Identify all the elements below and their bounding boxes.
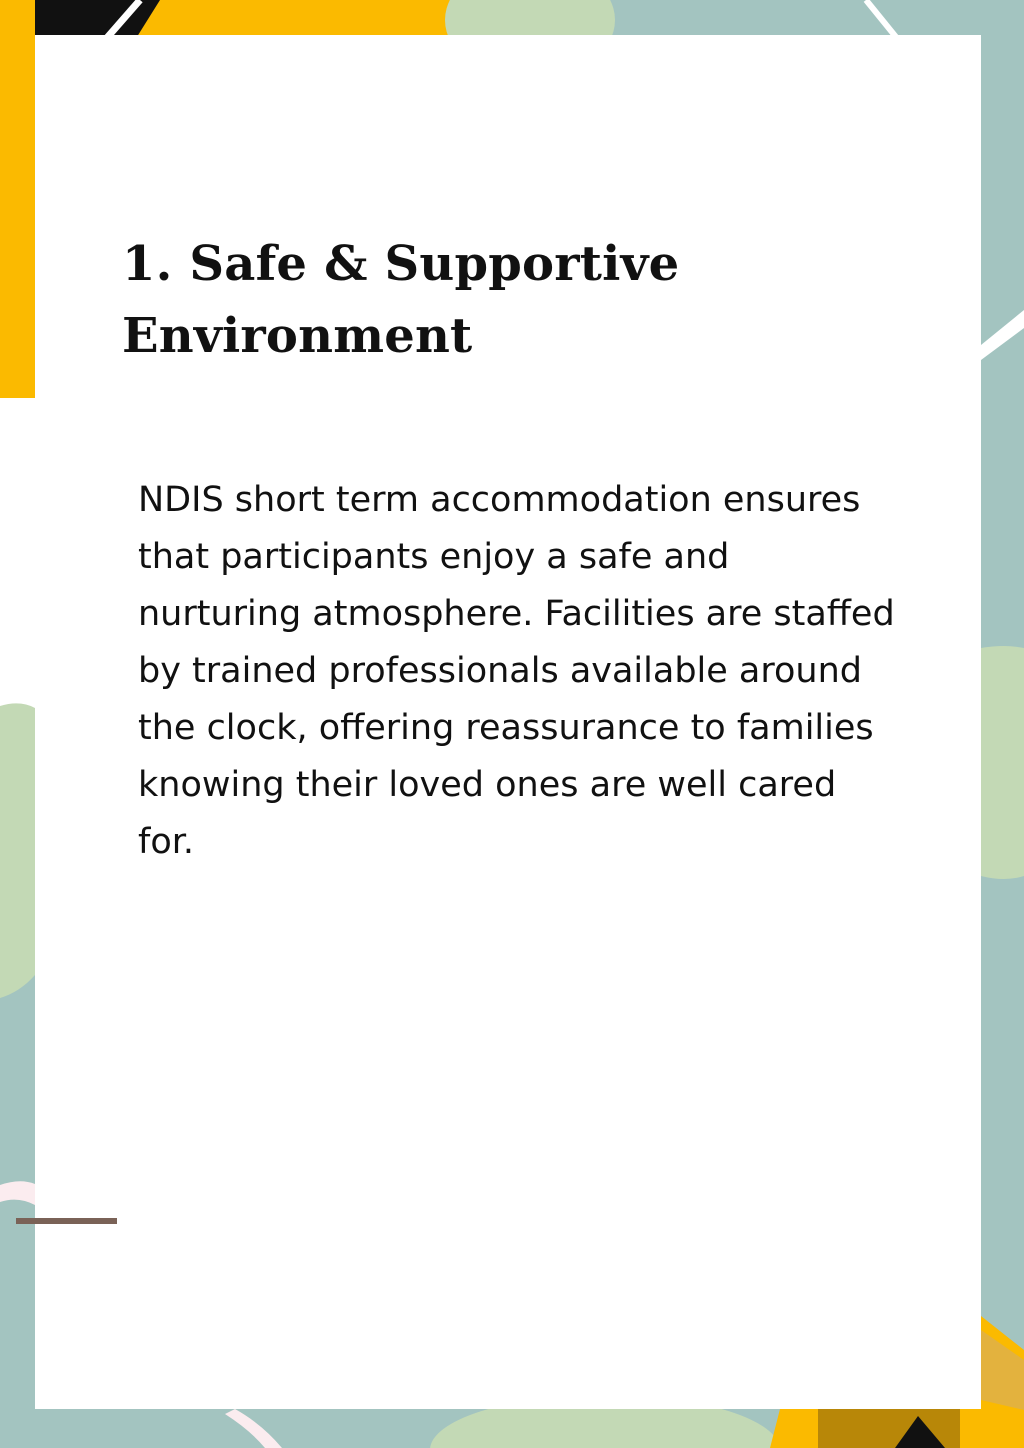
page-heading xyxy=(122,228,822,372)
heading-line-2: Environment xyxy=(122,308,473,364)
body-paragraph: NDIS short term accommodation ensures that participants enjoy a safe and nurturing atmosphere. Facilities are staffed by trained professionals available around the clock, offering reassurance to families knowing their loved ones are well cared for. xyxy=(138,480,895,862)
divider-line xyxy=(16,1218,117,1224)
heading-line-1: 1. Safe & Supportive xyxy=(122,236,680,292)
